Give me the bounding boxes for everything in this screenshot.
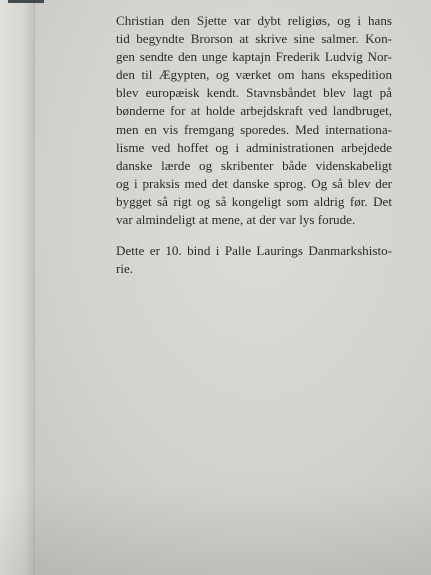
text-line: var almindeligt at mene, at der var lys forude.: [116, 212, 356, 228]
text-line: men en vis fremgang sporedes. Med internationa-: [116, 121, 392, 137]
body-text: [116, 12, 392, 278]
text-line: bønderne for at holde arbejdskraft ved landbruget,: [116, 103, 392, 119]
paragraph-gap: [116, 229, 392, 242]
text-line: lisme ved hoffet og i administrationen arbejdede: [116, 139, 392, 155]
text-line: Christian den Sjette var dybt religiøs, og i hans: [116, 13, 392, 28]
text-line: Dette er 10. bind i Palle Laurings Danmarkshisto-: [116, 243, 392, 259]
text-line: tid begyndte Brorson at skrive sine salmer. Kon-: [116, 31, 392, 47]
text-line: rie.: [116, 261, 134, 277]
text-line: danske lærde og skribenter både videnskabeligt: [116, 157, 392, 173]
paragraph-volume-note: [116, 242, 392, 278]
page-shadow: [0, 485, 431, 575]
cover-edge-bar: [8, 0, 44, 3]
text-line: bygget så rigt og så kongeligt som aldrig før. Det: [116, 193, 392, 209]
paragraph-description: [116, 12, 392, 229]
text-line: og i praksis med det danske sprog. Og så blev der: [116, 175, 392, 191]
text-line: den til Ægypten, og værket om hans ekspedition: [116, 67, 392, 83]
text-line: blev europæisk kendt. Stavnsbåndet blev lagt på: [116, 85, 392, 101]
text-line: gen sendte den unge kaptajn Frederik Ludvig Nor-: [116, 49, 392, 65]
